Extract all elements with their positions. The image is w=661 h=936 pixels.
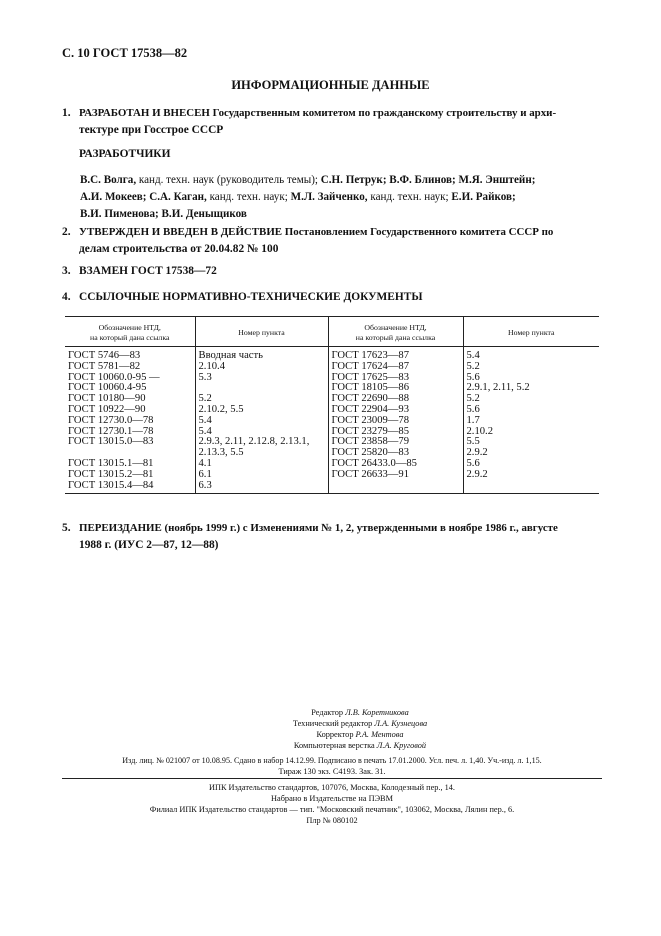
column-header-designation: Обозначение НТД, на который дана ссылка xyxy=(328,317,463,347)
branch-address: Филиал ИПК Издательство стандартов — тип. "Московский печатник", 103062, Москва, Лялин пер., 6. xyxy=(149,805,515,814)
clause-number xyxy=(463,481,599,494)
developers-heading: РАЗРАБОТЧИКИ xyxy=(79,148,171,160)
item-text: УТВЕРЖДЕН И ВВЕДЕН В ДЕЙСТВИЕ Постановлением Государственного комитета СССР по xyxy=(79,226,554,238)
clause-number: Вводная часть xyxy=(195,347,328,362)
clause-number xyxy=(195,383,328,394)
doc-designation: ГОСТ 26433.0—85 xyxy=(328,459,463,470)
item-text-cont: делам строительства от 20.04.82 № 100 xyxy=(79,243,279,255)
doc-designation: ГОСТ 25820—83 xyxy=(328,448,463,459)
clause-number: 5.2 xyxy=(463,362,599,373)
doc-designation: ГОСТ 23858—79 xyxy=(328,437,463,448)
clause-number: 5.4 xyxy=(463,347,599,362)
item-text-cont: тектуре при Госстрое СССР xyxy=(79,124,224,136)
clause-number: 2.9.1, 2.11, 5.2 xyxy=(463,383,599,394)
reference-table xyxy=(65,316,599,494)
table-row xyxy=(65,416,599,427)
doc-designation: ГОСТ 26633—91 xyxy=(328,470,463,481)
section-reissue xyxy=(62,520,602,554)
doc-designation: ГОСТ 23279—85 xyxy=(328,427,463,438)
clause-number: 2.13.3, 5.5 xyxy=(195,448,328,459)
credit-layout: Компьютерная верстка Л.А. Круговой xyxy=(293,741,427,750)
clause-number: 2.9.2 xyxy=(463,448,599,459)
item-text: ССЫЛОЧНЫЕ НОРМАТИВНО-ТЕХНИЧЕСКИЕ ДОКУМЕНТЫ xyxy=(79,291,423,303)
developer-name: С.Н. Петрук; В.Ф. Блинов; М.Я. Энштейн; xyxy=(320,174,536,186)
doc-designation: ГОСТ 13015.1—81 xyxy=(68,457,154,469)
developer-role: канд. техн. наук (руководитель темы); xyxy=(136,174,321,186)
clause-number: 5.3 xyxy=(195,373,328,384)
publisher-info xyxy=(62,782,602,826)
doc-designation: ГОСТ 13015.0—83 xyxy=(68,436,154,448)
clause-number: 6.1 xyxy=(195,470,328,481)
clause-number: 5.2 xyxy=(195,394,328,405)
doc-designation: ГОСТ 17625—83 xyxy=(328,373,463,384)
clause-number: 5.2 xyxy=(463,394,599,405)
section-developed-by xyxy=(62,105,602,139)
clause-number: 2.10.2, 5.5 xyxy=(195,405,328,416)
publication-line: Изд. лиц. № 021007 от 10.08.95. Сдано в набор 14.12.99. Подписано в печать 17.01.2000. Усл. печ. л. 1,40. Уч.-изд. л. 1,15. xyxy=(122,756,542,765)
clause-number: 2.10.4 xyxy=(195,362,328,373)
table-row xyxy=(65,470,599,481)
item-number: 2. xyxy=(62,226,71,238)
table-header-row xyxy=(65,317,599,347)
item-text: РАЗРАБОТАН И ВНЕСЕН Государственным комитетом по гражданскому строительству и архи- xyxy=(79,107,557,119)
developers-list xyxy=(80,172,602,223)
publication-info xyxy=(62,755,602,777)
developer-name: В.С. Волга, xyxy=(80,174,137,186)
developer-name: Е.И. Райков; xyxy=(451,191,516,203)
doc-designation: ГОСТ 18105—86 xyxy=(328,383,463,394)
clause-number: 5.5 xyxy=(463,437,599,448)
column-header-item-number: Номер пункта xyxy=(463,317,599,347)
doc-designation: ГОСТ 13015.2—81 xyxy=(68,468,154,480)
credit-editor: Редактор Л.В. Коретникова xyxy=(311,708,409,717)
clause-number: 2.9.2 xyxy=(463,470,599,481)
page-title: ИНФОРМАЦИОННЫЕ ДАННЫЕ xyxy=(231,78,430,92)
print-run: Тираж 130 экз. С4193. Зак. 31. xyxy=(278,767,386,776)
clause-number: 2.10.2 xyxy=(463,427,599,438)
item-number: 4. xyxy=(62,291,71,303)
item-number: 5. xyxy=(62,522,71,534)
clause-number: 6.3 xyxy=(195,481,328,494)
column-header-item-number: Номер пункта xyxy=(195,317,328,347)
doc-designation: ГОСТ 12730.1—78 xyxy=(68,425,154,437)
credit-tech-editor: Технический редактор Л.А. Кузнецова xyxy=(292,719,428,728)
imprint-divider xyxy=(62,778,602,779)
clause-number: 4.1 xyxy=(195,459,328,470)
section-replaces xyxy=(62,263,602,280)
item-text: ПЕРЕИЗДАНИЕ (ноябрь 1999 г.) с Изменениями № 1, 2, утвержденными в ноябре 1986 г., августе xyxy=(79,522,558,534)
doc-designation: ГОСТ 10180—90 xyxy=(68,393,146,405)
page-header: С. 10 ГОСТ 17538—82 xyxy=(62,46,188,60)
column-header-designation: Обозначение НТД, на который дана ссылка xyxy=(65,317,195,347)
doc-designation: ГОСТ 17623—87 xyxy=(328,347,463,362)
developer-name: В.И. Пименова; В.И. Деныщиков xyxy=(80,208,247,220)
doc-designation: ГОСТ 5746—83 xyxy=(68,350,141,361)
developer-role: канд. техн. наук; xyxy=(206,191,291,203)
clause-number: 5.6 xyxy=(463,459,599,470)
plr-number: Плр № 080102 xyxy=(306,816,358,825)
doc-designation: ГОСТ 10060.4-95 xyxy=(68,382,147,394)
clause-number: 5.6 xyxy=(463,405,599,416)
typeset-note: Набрано в Издательстве на ПЭВМ xyxy=(271,794,393,803)
item-number: 1. xyxy=(62,107,71,119)
doc-designation: ГОСТ 22904—93 xyxy=(328,405,463,416)
doc-designation: ГОСТ 10922—90 xyxy=(68,403,146,415)
doc-designation: ГОСТ 10060.0-95 — xyxy=(68,371,160,383)
doc-designation: ГОСТ 22690—88 xyxy=(328,394,463,405)
doc-designation: ГОСТ 12730.0—78 xyxy=(68,414,154,426)
clause-number: 5.4 xyxy=(195,416,328,427)
item-number: 3. xyxy=(62,265,71,277)
doc-designation: ГОСТ 23009—78 xyxy=(328,416,463,427)
developer-name: М.Л. Зайченко, xyxy=(290,191,368,203)
credit-corrector: Корректор Р.А. Ментова xyxy=(316,730,404,739)
section-approved xyxy=(62,224,602,258)
section-reference-docs xyxy=(62,289,602,306)
doc-designation: ГОСТ 5781—82 xyxy=(68,360,141,372)
doc-designation: ГОСТ 13015.4—84 xyxy=(65,481,195,494)
clause-number: 5.4 xyxy=(195,427,328,438)
table-row xyxy=(65,481,599,494)
developer-role: канд. техн. наук; xyxy=(367,191,452,203)
clause-number: 2.9.3, 2.11, 2.12.8, 2.13.1, xyxy=(195,437,328,448)
item-text-cont: 1988 г. (ИУС 2—87, 12—88) xyxy=(79,539,219,551)
developer-name: А.И. Мокеев; С.А. Каган, xyxy=(80,191,207,203)
publisher-address: ИПК Издательство стандартов, 107076, Москва, Колодезный пер., 14. xyxy=(208,783,456,792)
editorial-credits xyxy=(210,707,510,751)
clause-number: 5.6 xyxy=(463,373,599,384)
doc-designation xyxy=(328,481,463,494)
doc-designation: ГОСТ 17624—87 xyxy=(328,362,463,373)
clause-number: 1.7 xyxy=(463,416,599,427)
table-row xyxy=(65,362,599,373)
table-row xyxy=(65,347,599,362)
item-text: ВЗАМЕН ГОСТ 17538—72 xyxy=(79,265,217,277)
